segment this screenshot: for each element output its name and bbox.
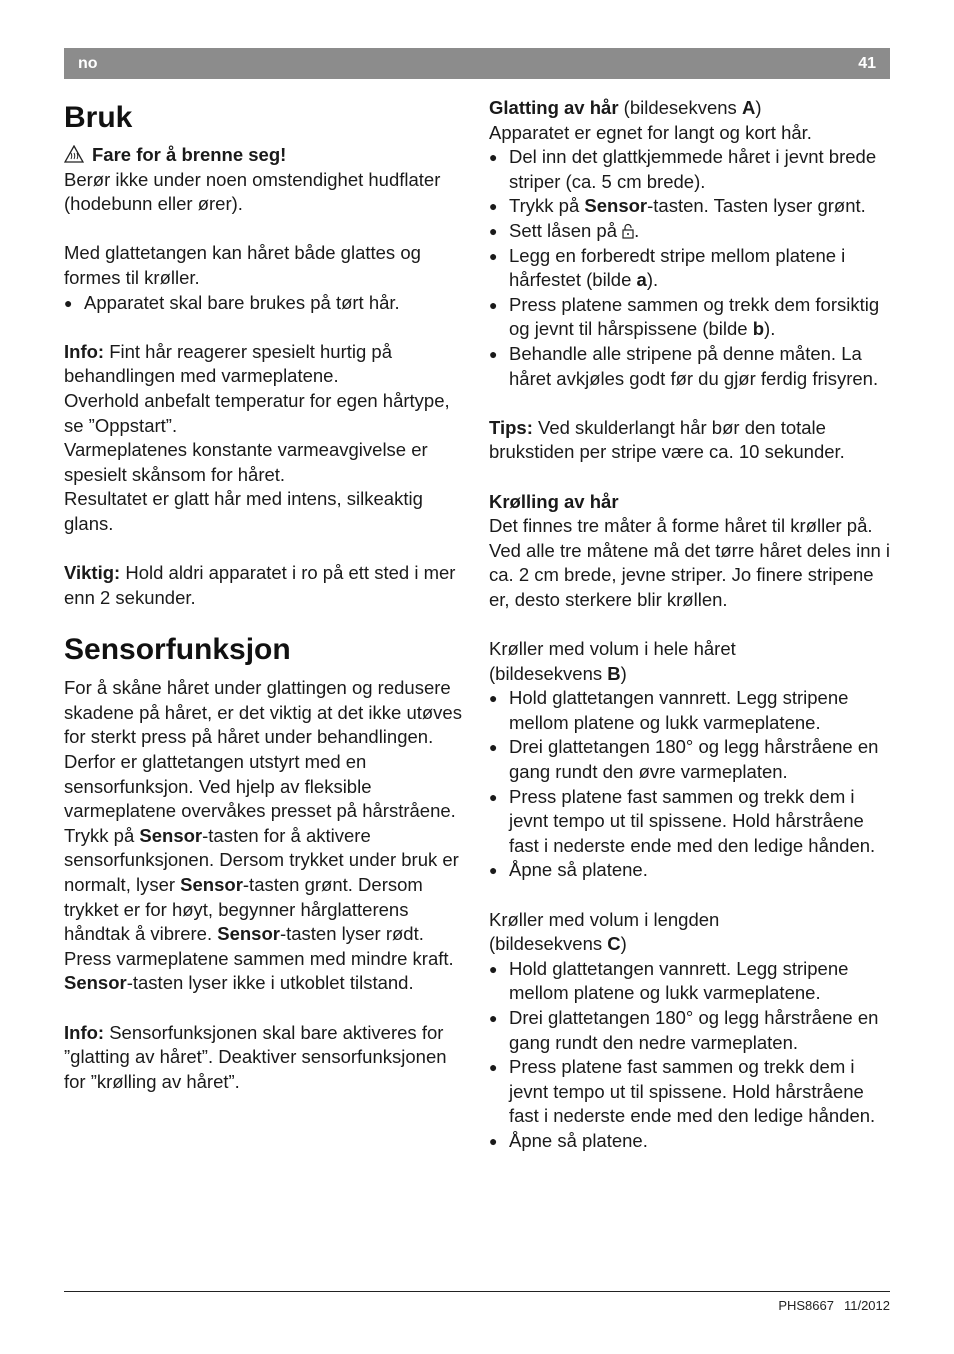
warning-title: Fare for å brenne seg!: [92, 144, 287, 165]
glatting-step-5-b: ).: [764, 318, 776, 340]
viktig-paragraph: [64, 561, 466, 610]
glatting-step-5-a: Press platene sammen og trekk dem forsiktig og jevnt til hårspissene (bilde: [509, 293, 880, 340]
glatting-seq-close: ): [755, 97, 762, 118]
glatting-step-4-b: ).: [646, 269, 659, 291]
sensor-paragraph: [64, 676, 466, 971]
sensor-text-4: -tasten lyser rødt. Press varmeplatene sammen med mindre kraft.: [64, 923, 454, 969]
info-heat: Varmeplatenes konstante varmeavgivelse er spesielt skånsom for håret.: [64, 439, 428, 485]
seq-c-letter: C: [607, 933, 621, 955]
seq-b-step-1: ● Hold glattetangen vannrett. Legg stripene mellom platene og lukk varmeplatene.: [489, 686, 893, 735]
seq-b-label: [489, 662, 893, 687]
seq-c-label-b: ): [620, 933, 627, 955]
seq-c-step-2: ● Drei glattetangen 180° og legg hårstråene en gang rundt den nedre varmeplaten.: [489, 1006, 893, 1055]
info-paragraph: [64, 340, 466, 389]
warning-triangle-icon: [64, 145, 84, 163]
glatting-heading: [489, 96, 893, 121]
seq-b-step-2: ● Drei glattetangen 180° og legg hårstråene en gang rundt den øvre varmeplaten.: [489, 735, 893, 784]
viktig-label: Viktig:: [64, 562, 121, 584]
warning-text: Berør ikke under noen omstendighet hudflater (hodebunn eller ører).: [64, 168, 441, 215]
tips-label: Tips:: [489, 416, 533, 438]
seq-b-label-b: ): [620, 662, 627, 684]
krolling-title: Krølling av hår: [489, 490, 619, 512]
glatting-step-4-a: Legg en forberedt stripe mellom platene i hårfestet (bilde: [509, 244, 846, 291]
glatting-step-1: ● Del inn det glattkjemmede håret i jevnt brede striper (ca. 5 cm brede).: [489, 145, 893, 194]
tips-paragraph: [489, 416, 893, 465]
info-temperature: Overhold anbefalt temperatur for egen hårtype, se ”Oppstart”.: [64, 389, 450, 436]
section-title-bruk: Bruk: [64, 101, 133, 134]
info-result: Resultatet er glatt hår med intens, silkeaktig glans.: [64, 488, 423, 534]
glatting-seq-letter: A: [741, 97, 756, 118]
glatting-title: Glatting av hår: [489, 97, 619, 118]
krolling-intro: Det finnes tre måter å forme håret til krøller på. Ved alle tre måtene må det tørre håret deles inn i ca. 2 cm brede, jevne striper. Jo finere stripene er, desto sterkere blir krøllen.: [489, 515, 891, 610]
footer-divider: [64, 1291, 890, 1292]
glatting-step-2-key: Sensor: [584, 195, 648, 217]
intro-text: Med glattetangen kan håret både glattes og formes til krøller.: [64, 242, 421, 288]
glatting-step-3-a: Sett låsen på: [509, 219, 623, 241]
tips-text: Ved skulderlangt hår bør den totale brukstiden per stripe være ca. 10 sekunder.: [489, 416, 845, 463]
sensor-key-3: Sensor: [217, 923, 280, 945]
sensor-key-4: Sensor: [64, 972, 127, 994]
info2-label: Info:: [64, 1021, 105, 1043]
viktig-text: Hold aldri apparatet i ro på ett sted i mer enn 2 sekunder.: [64, 562, 456, 608]
footer-date: 11/2012: [843, 1298, 890, 1313]
seq-c-step-3: ● Press platene fast sammen og trekk dem i jevnt tempo ut til spissene. Hold hårstråene fast i nederste ende med den ledige hånden.: [489, 1055, 893, 1129]
left-column: [64, 96, 466, 1094]
seq-b-step-3: ● Press platene fast sammen og trekk dem i jevnt tempo ut til spissene. Hold hårstråene fast i nederste ende med den ledige hånden.: [489, 785, 893, 859]
seq-b-letter: B: [607, 662, 621, 684]
seq-b-step-4: ● Åpne så platene.: [489, 858, 893, 883]
krolling-heading: [489, 490, 893, 515]
footer-model: PHS8667: [778, 1298, 834, 1313]
seq-c-step-1: ● Hold glattetangen vannrett. Legg stripene mellom platene og lukk varmeplatene.: [489, 957, 893, 1006]
glatting-step-2-b: -tasten. Tasten lyser grønt.: [647, 195, 866, 217]
warning-heading: [64, 143, 466, 168]
sensor-text-2: -tasten for å aktivere sensorfunksjonen. Dersom trykket under bruk er normalt, lyser: [64, 824, 459, 896]
page-number: 41: [858, 55, 876, 72]
info2-paragraph: [64, 1021, 466, 1095]
glatting-step-5: [489, 293, 893, 342]
language-code: no: [78, 55, 98, 72]
info-text: Fint hår reagerer spesielt hurtig på behandlingen med varmeplatene.: [64, 340, 392, 387]
glatting-step-3-b: .: [634, 219, 640, 241]
sensor-key-1: Sensor: [139, 824, 203, 846]
seq-c-label-a: (bildesekvens: [489, 933, 608, 955]
sensor-off-paragraph: [64, 971, 466, 996]
glatting-intro: Apparatet er egnet for langt og kort hår.: [489, 121, 812, 143]
intro-bullet: ● Apparatet skal bare brukes på tørt hår.: [64, 291, 466, 316]
seq-c-label: [489, 932, 893, 957]
info2-text: Sensorfunksjonen skal bare aktiveres for ”glatting av håret”. Deaktiver sensorfunksjonen for ”krølling av håret”.: [64, 1021, 447, 1092]
seq-b-heading: Krøller med volum i hele håret: [489, 638, 736, 660]
seq-c-heading: Krøller med volum i lengden: [489, 908, 720, 930]
footer: [768, 1297, 890, 1315]
glatting-step-2-a: Trykk på: [509, 195, 585, 217]
glatting-seq-text: (bildesekvens: [618, 97, 742, 118]
sensor-off-text: -tasten lyser ikke i utkoblet tilstand.: [126, 972, 414, 994]
info-label: Info:: [64, 340, 105, 362]
glatting-step-5-ref: b: [752, 318, 765, 340]
sensor-text-1: For å skåne håret under glattingen og redusere skadene på håret, er det viktig at det ikke utøves for sterkt press på håret under behandlingen. Derfor er glattetangen utstyrt med en sensorfunksjon. Ved hjelp av fleksible varmeplatene overvåkes presset på hårstråene. Trykk på: [64, 677, 462, 846]
glatting-step-4-ref: a: [636, 269, 647, 291]
page-header-bar: [64, 48, 890, 79]
sensor-key-2: Sensor: [180, 874, 243, 896]
seq-c-step-4: ● Åpne så platene.: [489, 1129, 893, 1154]
glatting-step-2: [489, 194, 893, 219]
glatting-step-3: [489, 219, 893, 244]
sensor-text-3: -tasten grønt. Dersom trykket er for høyt, begynner hårglatterens håndtak å vibrere.: [64, 874, 423, 945]
glatting-step-6: ● Behandle alle stripene på denne måten. La håret avkjøles godt før du gjør ferdig frisyren.: [489, 342, 893, 391]
glatting-step-4: [489, 244, 893, 293]
seq-b-label-a: (bildesekvens: [489, 662, 608, 684]
section-title-sensorfunksjon: Sensorfunksjon: [64, 633, 291, 667]
lock-open-icon: [622, 223, 634, 239]
right-column: [489, 96, 893, 1154]
